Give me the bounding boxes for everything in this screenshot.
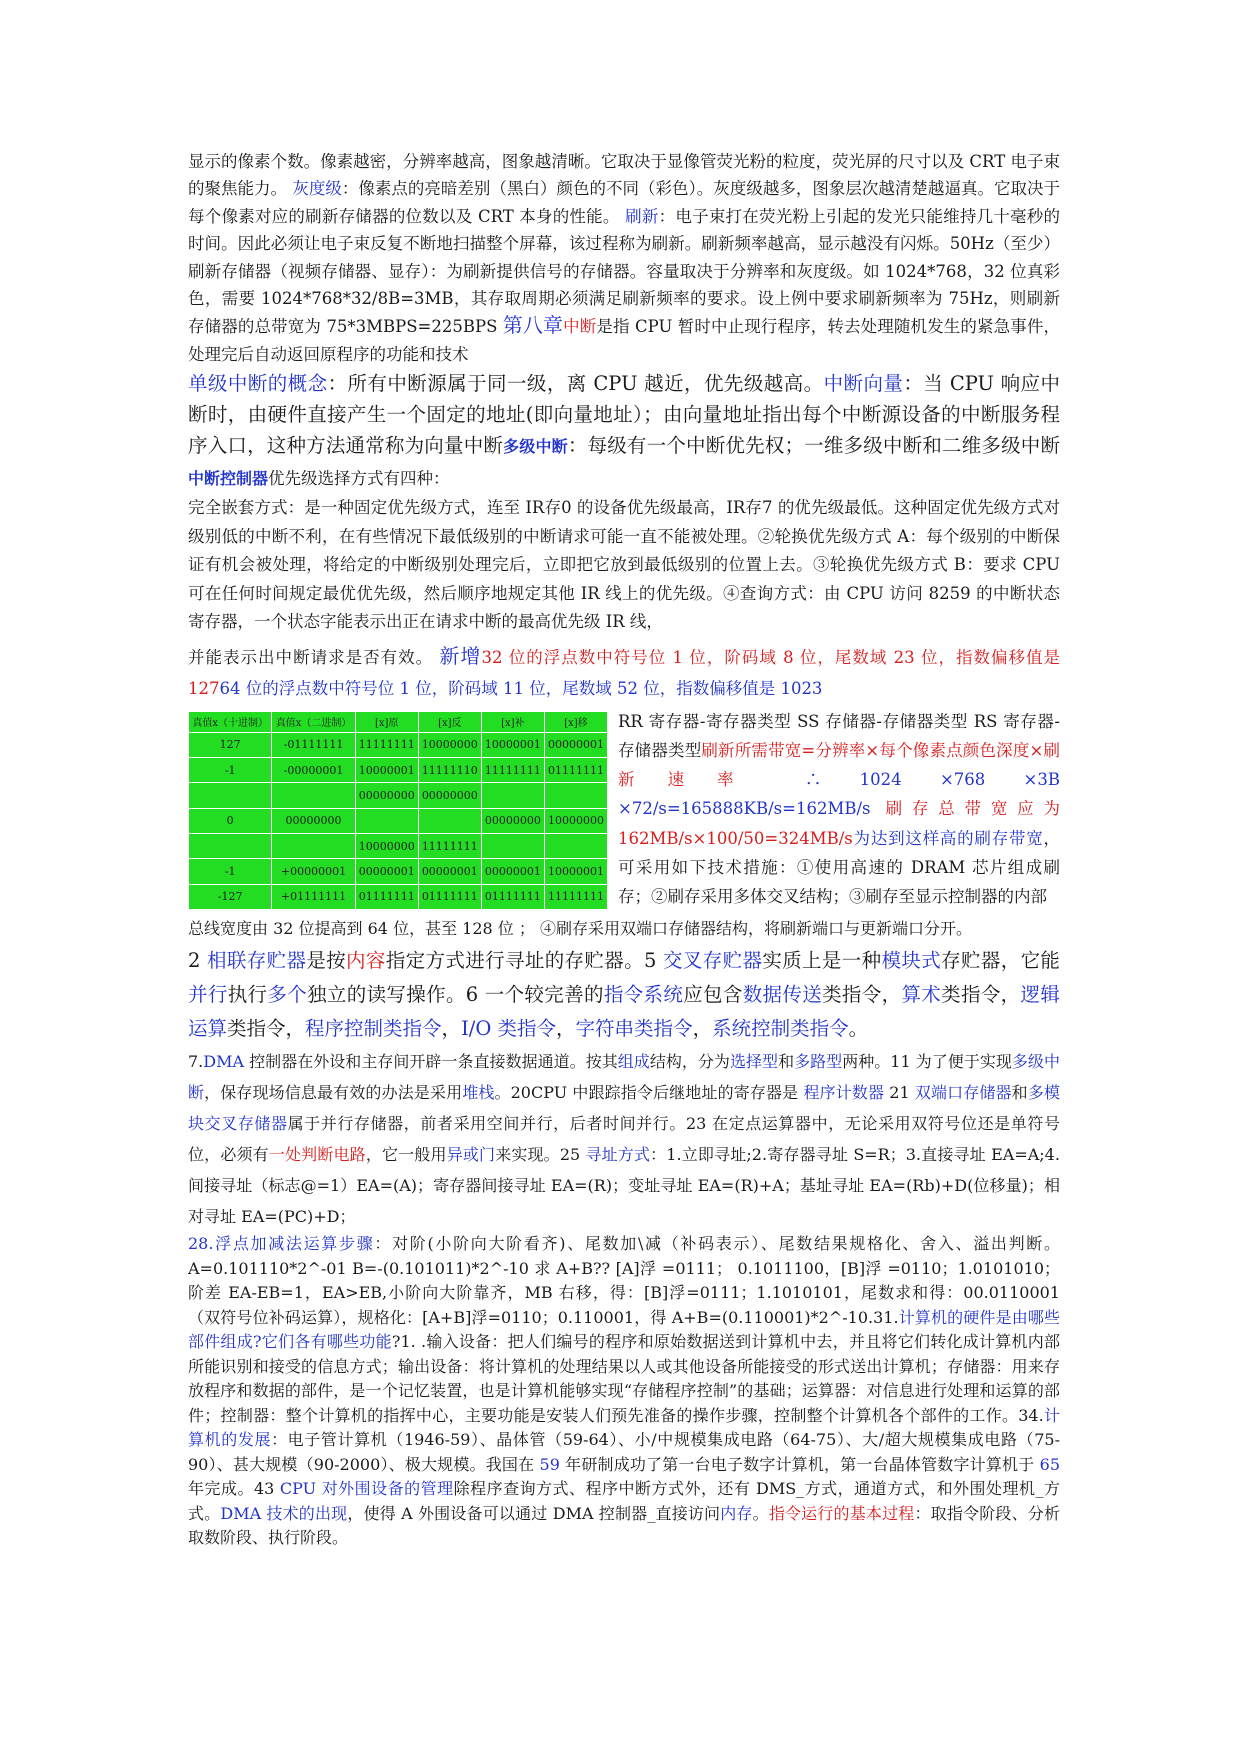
table-cell: 11111111 <box>355 732 418 757</box>
table-row <box>189 758 608 783</box>
text: 。 <box>848 1017 869 1041</box>
table-cell: -127 <box>189 884 272 909</box>
term: 双端口存储器 <box>914 1083 1012 1103</box>
text: 类指令， <box>822 983 902 1007</box>
table-cell: 11111110 <box>418 758 481 783</box>
chapter-heading: 第八章 <box>502 313 564 338</box>
table-cell: 11111111 <box>418 833 481 858</box>
text: 2 <box>188 949 207 973</box>
bandwidth-total: 刷存总带宽应为 162MB/s×100/50=324MB/s <box>618 799 1061 848</box>
term: 内存 <box>720 1503 753 1523</box>
table-cell: 127 <box>189 732 272 757</box>
table-body <box>189 732 608 909</box>
term: 相联存贮器 <box>206 949 307 973</box>
term: 数据传送 <box>742 983 823 1007</box>
term: 程序计数器 <box>803 1083 885 1103</box>
term: 指令运行的基本过程 <box>768 1503 915 1523</box>
term: 一处判断电路 <box>268 1145 366 1165</box>
table-header-cell: [x]原 <box>355 711 418 732</box>
text: ， <box>556 1017 576 1041</box>
term: 多个 <box>267 983 308 1007</box>
text: 是指 CPU 暂时中止现行程序，转去处理随机发生的紧急事件，处理完后自动返回原程序的功能和技术 <box>188 317 1061 364</box>
table-cell: -1 <box>189 859 272 884</box>
text: RR 寄存器-寄存器类型 SS 存储器-存储器类型 RS 寄存器-存储器类型 <box>618 711 1060 760</box>
table-cell <box>481 783 544 808</box>
term: 多模块交叉存储器 <box>188 1083 1060 1134</box>
table-header-row <box>189 711 608 732</box>
text: 独立的读写操作。6 一个较完善的 <box>307 983 604 1007</box>
term: DMA <box>203 1052 245 1072</box>
term: CPU 对外围设备的管理 <box>279 1479 454 1499</box>
term: 交叉存贮器 <box>663 949 763 973</box>
text: 执行 <box>227 983 268 1007</box>
text: 来实现。25 <box>495 1145 586 1165</box>
table-cell: 01111111 <box>544 758 607 783</box>
text: 结构，分为 <box>649 1052 730 1072</box>
paragraph-memory <box>188 944 1060 1046</box>
table-header-cell: [x]移 <box>544 711 607 732</box>
text: 存贮器，它能 <box>941 949 1060 973</box>
text: 21 <box>884 1083 915 1103</box>
text: ：1.立即寻址;2.寄存器寻址 S=R；3.直接寻址 EA=A;4.间接寻址（标志@=1）EA=(A)；寄存器间接寻址 EA=(R)；变址寻址 EA=(R)+A；基址寻址 EA=(Rb)+D(位移量)；相对寻址 EA=(PC)+D； <box>188 1145 1060 1227</box>
term: 堆栈 <box>462 1083 495 1103</box>
table-cell: 0 <box>189 808 272 833</box>
table-cell: 00000001 <box>418 859 481 884</box>
table-cell: 00000001 <box>544 732 607 757</box>
text: ，可采用如下技术措施：①使用高速的 DRAM 芯片组成刷存；②刷存采用多体交叉结构；③刷存至显示控制器的内部 <box>618 828 1060 906</box>
table-cell: 10000001 <box>481 732 544 757</box>
text: 显示的像素个数。像素越密，分辨率越高，图象越清晰。它取决于显像管荧光粉的粒度，荧光屏的尺寸以及 CRT 电子束的聚焦能力。 <box>188 152 1060 199</box>
text: 指定方式进行寻址的存贮器。5 <box>385 949 663 973</box>
text: ：取指令阶段、分析取数阶段、执行阶段。 <box>188 1503 1060 1548</box>
term: 寻址方式 <box>585 1145 651 1165</box>
table-cell: +01111111 <box>272 884 355 909</box>
text: 总线宽度由 32 位提高到 64 位，甚至 128 位 ； ④刷存采用双端口存储器结构，将刷新端口与更新端口分开。 <box>188 919 972 939</box>
table-cell: 11111111 <box>544 884 607 909</box>
text: ， <box>441 1017 462 1041</box>
term: 计算机的发展 <box>188 1405 1060 1450</box>
text: 是按 <box>306 949 347 973</box>
text: 年完成。43 <box>188 1479 280 1499</box>
term: 计算机的硬件是由哪些部件组成?它们各有哪些功能 <box>188 1307 1060 1352</box>
table-cell: +00000001 <box>272 859 355 884</box>
term: 59 <box>539 1454 560 1474</box>
term-grayscale: 灰度级 <box>292 179 342 199</box>
text: ， <box>692 1017 713 1041</box>
paragraph-float-ops <box>188 1232 1060 1551</box>
bandwidth-goal: 为达到这样高的刷存带宽 <box>852 828 1044 848</box>
term-new: 新增 <box>439 643 482 668</box>
text: 两种。11 为了便于实现 <box>842 1052 1012 1072</box>
text: 年研制成功了第一台电子数字计算机，第一台晶体管数字计算机于 <box>559 1454 1040 1474</box>
table-cell: 00000000 <box>355 783 418 808</box>
text: ：当 CPU 响应中断时，由硬件直接产生一个固定的地址(即向量地址）；由向量地址指出每个中断源设备的中断服务程序入口，这种方法通常称为向量中断 <box>188 372 1060 458</box>
term: 选择型 <box>729 1052 779 1072</box>
text: ，它一般用 <box>365 1145 447 1165</box>
table-header-cell: 真值x（二进制） <box>272 711 355 732</box>
bandwidth-calc: ∴ 1024 ×768 ×3B ×72/s=165888KB/s=162MB/s <box>618 770 1060 819</box>
table-cell: -01111111 <box>272 732 355 757</box>
term-controller: 中断控制器 <box>188 469 269 489</box>
term-vector: 中断向量 <box>823 372 904 396</box>
table-cell <box>481 833 544 858</box>
text: 28. <box>188 1234 214 1254</box>
paragraph-priority <box>188 494 1060 637</box>
table-cell: 00000000 <box>272 808 355 833</box>
text: ：电子管计算机（1946-59）、晶体管（59-64）、小/中规模集成电路（64-75）、大/超大规模集成电路（75-90）、甚大规模（90-2000）、极大规模。我国在 <box>188 1430 1060 1474</box>
term: 系统控制类指令 <box>712 1017 849 1041</box>
figure-row <box>188 707 1060 911</box>
table-cell <box>189 833 272 858</box>
table-cell: 00000001 <box>481 859 544 884</box>
text: ：每级有一个中断优先权；一维多级中断和二维多级中断 <box>567 434 1060 458</box>
table-cell <box>544 833 607 858</box>
text: 。20CPU 中跟踪指令后继地址的寄存器是 <box>494 1083 804 1103</box>
term: 浮点加减法运算步骤 <box>213 1234 375 1254</box>
term: 内容 <box>346 949 386 973</box>
text: 类指令， <box>227 1017 306 1041</box>
text: ，保存现场信息最有效的办法是采用 <box>204 1083 463 1103</box>
term: 并行 <box>188 983 228 1007</box>
paragraph-display <box>188 148 1060 368</box>
table-row <box>189 732 608 757</box>
table-cell: 10000000 <box>544 808 607 833</box>
table-header-cell: 真值x（十进制） <box>189 711 272 732</box>
table-cell <box>418 808 481 833</box>
text: 完全嵌套方式：是一种固定优先级方式，连至 IR存0 的设备优先级最高，IR存7 的优先级最低。这种固定优先级方式对级别低的中断不利，在有些情况下最低级别的中断请求可能一直不能被处理。②轮换优先级方式 A：每个级别的中断保证有机会被处理，将给定的中断级别处理完后，立即把它放到最低级别的位置上去。③轮换优先级方式 B：要求 CPU 可在任何时间规定最优优先级，然后顺序地规定其他 IR 线上的优先级。④查询方式：由 CPU 访问 8259 的中断状态寄存器，一个状态字能表示出正在请求中断的最高优先级 IR 线， <box>188 498 1060 632</box>
table-cell <box>355 808 418 833</box>
table-row <box>189 783 608 808</box>
term: DMA 技术的出现 <box>220 1503 348 1523</box>
term: 65 <box>1039 1454 1060 1474</box>
float64-note: 64 位的浮点数中符号位 1 位，阶码域 11 位，尾数域 52 位，指数偏移值是 1023 <box>219 679 823 699</box>
text: ，使得 A 外围设备可以通过 DMA 控制器_直接访问 <box>347 1503 721 1523</box>
table-row <box>189 833 608 858</box>
term: 逻辑运算 <box>188 983 1060 1041</box>
table-cell: 00000000 <box>481 808 544 833</box>
term-refresh: 刷新 <box>625 206 659 226</box>
text: 实质上是一种 <box>762 949 882 973</box>
text: 并能表示出中断请求是否有效。 <box>188 647 440 667</box>
paragraph-interrupt <box>188 368 1060 494</box>
table-cell: 00000001 <box>355 859 418 884</box>
paragraph-dma <box>188 1046 1060 1232</box>
table-cell: 01111111 <box>355 884 418 909</box>
term-single-level: 单级中断的概念 <box>188 372 328 396</box>
paragraph-float <box>188 641 1060 705</box>
paragraph-bus <box>188 913 1060 944</box>
bandwidth-formula: 刷新所需带宽=分辨率×每个像素点颜色深度×刷新速率 <box>618 740 1060 790</box>
text: ?1. .输入设备：把人们编号的程序和原始数据送到计算机中去，并且将它们转化成计算机内部所能识别和接受的信息方式；输出设备：将计算机的处理结果以人或其他设备所能接受的形式送出计算机；存储器：用来存放程序和数据的部件，是一个记忆装置，也是计算机能够实现“存储程序控制”的基础；运算器：对信息进行处理和运算的部件；控制器：整个计算机的指挥中心，主要功能是安装人们预先准备的操作步骤，控制整个计算机各个部件的工作。34. <box>188 1332 1060 1425</box>
term: 多级中断 <box>188 1052 1060 1103</box>
text: 应包含 <box>683 983 743 1007</box>
float32-note: 32 位的浮点数中符号位 1 位，阶码域 8 位，尾数域 23 位，指数偏移值是 127 <box>188 647 1061 699</box>
table-cell: 10000000 <box>418 732 481 757</box>
text: 类指令， <box>941 983 1021 1007</box>
text: 。 <box>752 1503 769 1523</box>
table-cell: -1 <box>189 758 272 783</box>
table-cell: 11111111 <box>481 758 544 783</box>
text: ：电子束打在荧光粉上引起的发光只能维持几十毫秒的时间。因此必须让电子束反复不断地扫描整个屏幕，该过程称为刷新。刷新频率越高，显示越没有闪烁。50Hz（至少） 刷新存储器（视频存储器、显存）：为刷新提供信号的存储器。容量取决于分辨率和灰度级。如 1024*768，32 位真彩色，需要 1024*768*32/8B=3MB，其存取周期必须满足刷新频率的要求。设上例中要求刷新频率为 75Hz，则刷新存储器的总带宽为 75*3MBPS=225BPS <box>188 206 1061 337</box>
term: 异或门 <box>446 1145 496 1165</box>
table-cell: 01111111 <box>418 884 481 909</box>
text: ：所有中断源属于同一级，离 CPU 越近，优先级越高。 <box>327 372 824 396</box>
table-cell <box>189 783 272 808</box>
code-table-wrapper <box>188 711 608 911</box>
code-table <box>188 711 608 910</box>
table-cell: 00000000 <box>418 783 481 808</box>
term: 模块式 <box>881 949 942 973</box>
table-row <box>189 859 608 884</box>
text: 和 <box>778 1052 795 1072</box>
text: 优先级选择方式有四种： <box>268 469 450 489</box>
text: 7. <box>188 1052 204 1072</box>
table-header-cell: [x]补 <box>481 711 544 732</box>
text: 属于并行存储器，前者采用空间并行，后者时间并行。23 在定点运算器中，无论采用双符号位还是单符号位，必须有 <box>188 1114 1060 1165</box>
term: 多路型 <box>794 1052 843 1072</box>
side-text <box>618 707 1060 911</box>
term: 组成 <box>617 1052 650 1072</box>
table-cell <box>272 833 355 858</box>
term: 指令系统 <box>603 983 684 1007</box>
text: ：像素点的亮暗差别（黑白）颜色的不同（彩色）。灰度级越多，图象层次越清楚越逼真。它取决于每个像素对应的刷新存储器的位数以及 CRT 本身的性能。 <box>188 179 1060 226</box>
table-cell <box>544 783 607 808</box>
term: 程序控制类指令 <box>305 1017 442 1041</box>
term: 算术 <box>901 983 942 1007</box>
table-cell <box>272 783 355 808</box>
text: 除程序查询方式、程序中断方式外，还有 DMS_方式，通道方式，和外围处理机_方式。 <box>188 1479 1060 1523</box>
text: 和 <box>1011 1083 1028 1103</box>
text: ：对阶(小阶向大阶看齐)、尾数加\减（补码表示）、尾数结果规格化、舍入、溢出判断。 A=0.101110*2^-01 B=-(0.101011)*2^-10 求 A+B?? [A]浮 =0111； 0.1011100，[B]浮 =0110；1.0101010；阶差 EA-EB=1，EA>EB,小阶向大阶靠齐，MB 右移，得：[B]浮=0111；1.1010101，尾数求和得：00.0110001（双符号位补码运算），规格化：[A+B]浮=0110；0.110001，得 A+B=(0.110001)*2^-10.31. <box>188 1234 1060 1327</box>
table-cell: 10000001 <box>355 758 418 783</box>
document-page <box>188 148 1060 1551</box>
table-header-cell: [x]反 <box>418 711 481 732</box>
term: I/O 类指令 <box>461 1017 557 1041</box>
table-cell: 10000000 <box>355 833 418 858</box>
term: 字符串类指令 <box>575 1017 693 1041</box>
table-cell: -00000001 <box>272 758 355 783</box>
table-cell: 10000001 <box>544 859 607 884</box>
table-row <box>189 884 608 909</box>
text: 控制器在外设和主存间开辟一条直接数据通道。按其 <box>244 1052 618 1072</box>
table-cell: 01111111 <box>481 884 544 909</box>
term-interrupt: 中断 <box>563 317 597 337</box>
term-multilevel: 多级中断 <box>503 437 568 457</box>
table-row <box>189 808 608 833</box>
